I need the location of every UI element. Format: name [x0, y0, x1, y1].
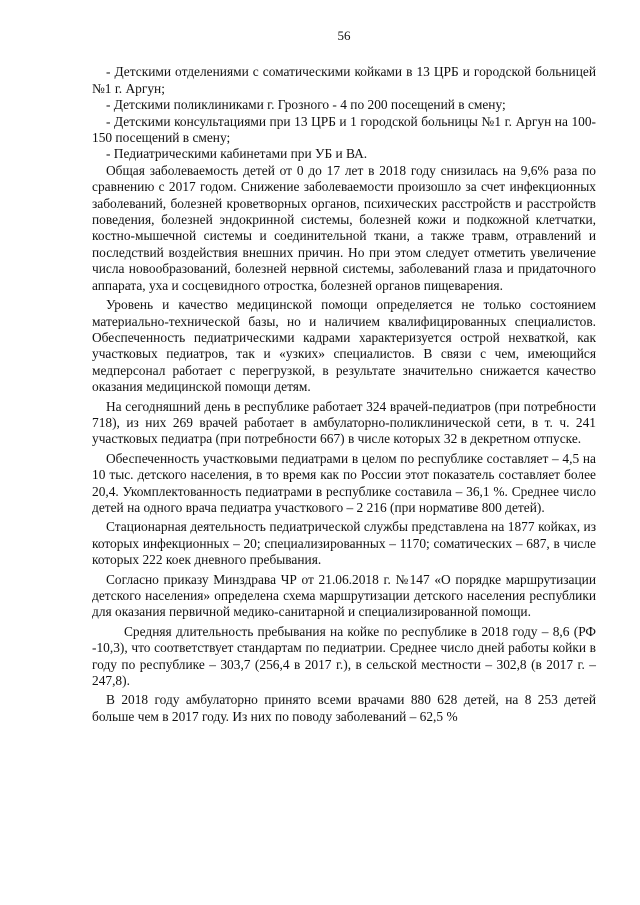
- paragraph-outpatient-visits: В 2018 году амбулаторно принято всеми врачами 880 628 детей, на 8 253 детей больше чем в 2017 году. Из них по поводу заболеваний – 62,5 %: [92, 692, 596, 724]
- paragraph-bed-stay: Средняя длительность пребывания на койке по республике в 2018 году – 8,6 (РФ -10,3), что соответствует стандартам по педиатрии. Среднее число дней работы койки в году по республике – 303,7 (256,4 в 2017 г.), в сельской местности – 302,8 (в 2017 г. – 247,8).: [92, 623, 596, 689]
- list-item-pediatric-offices: - Педиатрическими кабинетами при УБ и ВА.: [106, 146, 368, 162]
- paragraph-morbidity: Общая заболеваемость детей от 0 до 17 лет в 2018 году снизилась на 9,6% раза по сравнению с 2017 годом. Снижение заболеваемости произошло за счет инфекционных заболеваний, болезней кроветворных органов, психических расстройств и расстройств поведения, болезней эндокринной системы, болезней кожи и подкожной клетчатки, костно-мышечной системы и соединительной ткани, а также травм, отравлений и последствий воздействия внешних причин. Но при этом следует отметить увеличение числа новообразований, болезней нервной системы, заболеваний глаза и придаточного аппарата, уха и сосцевидного отростка, болезней органов пищеварения.: [92, 162, 596, 293]
- document-page: [92, 28, 596, 725]
- paragraph-pediatricians-count: На сегодняшний день в республике работает 324 врачей-педиатров (при потребности 718), из них 269 врачей работает в амбулаторно-поликлинической сети, в т. ч. 241 участковых педиатра (при потребности 667) в числе которых 32 в декретном отпуске.: [92, 398, 596, 447]
- paragraph-pediatrician-coverage: Обеспеченность участковыми педиатрами в целом по республике составляет – 4,5 на 10 тыс. детского населения, в то время как по России этот показатель составляет более 20,4. Укомплектованность педиатрами в республике составила – 36,1 %. Среднее число детей на одного врача педиатра участкового – 2 216 (при нормативе 800 детей).: [92, 450, 596, 515]
- page-number: 56: [337, 28, 351, 43]
- list-item-children-departments: - Детскими отделениями с соматическими койками в 13 ЦРБ и городской больницей №1 г. Аргун;: [92, 64, 596, 96]
- paragraph-inpatient-beds: Стационарная деятельность педиатрической службы представлена на 1877 койках, из которых инфекционных – 20; специализированных – 1170; соматических – 687, в числе которых 222 коек дневного пребывания.: [92, 519, 596, 568]
- paragraph-care-quality: Уровень и качество медицинской помощи определяется не только состоянием материально-технической базы, но и наличием квалифицированных специалистов. Обеспеченность педиатрическими кадрами характеризуется острой нехваткой, как участковых педиатров, так и «узких» специалистов. В связи с чем, имеющийся медперсонал работает с перегрузкой, в результате значительно снижается качество оказания медицинской помощи детям.: [92, 297, 596, 395]
- list-item-children-consultations: - Детскими консультациями при 13 ЦРБ и 1 городской больницы №1 г. Аргун на 100-150 посещений в смену;: [92, 113, 596, 146]
- paragraph-routing-order: Согласно приказу Минздрава ЧР от 21.06.2018 г. №147 «О порядке маршрутизации детского населения» определена схема маршрутизации детского населения республики для оказания первичной медико-санитарной и специализированной помощи.: [92, 571, 596, 620]
- list-item-children-polyclinics: - Детскими поликлиниками г. Грозного - 4 по 200 посещений в смену;: [106, 97, 506, 113]
